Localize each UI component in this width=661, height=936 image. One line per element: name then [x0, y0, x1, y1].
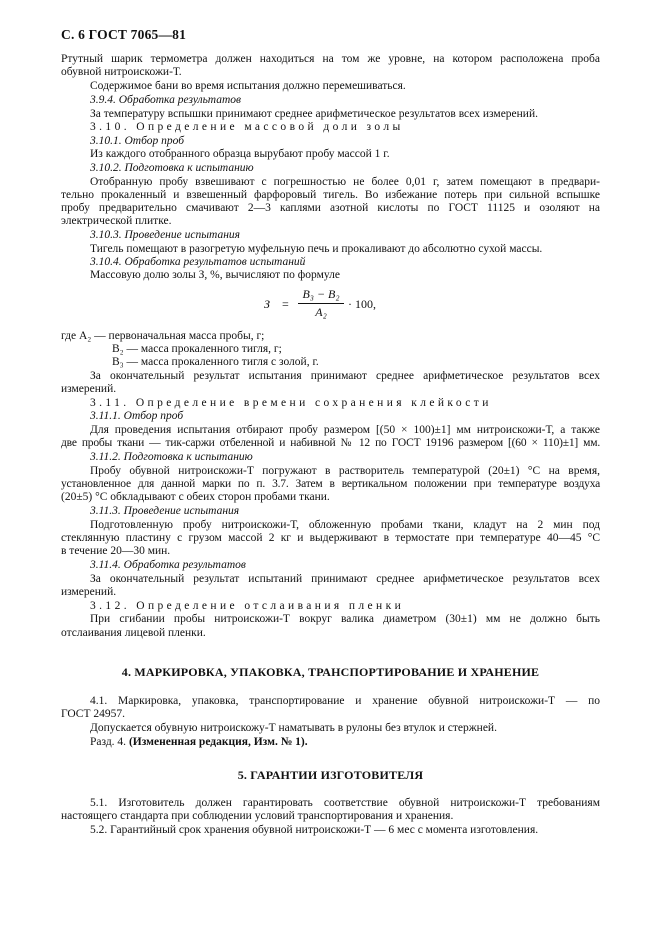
text-line: Для проведения испытания отбирают пробу размером [(50 × 100)±1] мм нитроискожи-Т, а также	[90, 424, 600, 436]
text-line: пробу предварительно смачивают 2—3 каплями азотной кислоты по ГОСТ 11125 и озоляют на	[61, 202, 600, 214]
section-heading-3-11: 3.11. Определение времени сохранения клейкости	[90, 397, 492, 409]
text-line: 5.2. Гарантийный срок хранения обувной нитроискожи-Т — 6 мес с момента изготовления.	[90, 824, 539, 836]
section-4-title: 4. МАРКИРОВКА, УПАКОВКА, ТРАНСПОРТИРОВАНИЕ И ХРАНЕНИЕ	[121, 665, 540, 679]
subsection-heading: 3.11.1. Отбор проб	[90, 410, 184, 422]
subsection-heading: 3.10.4. Обработка результатов испытаний	[90, 256, 306, 268]
formula-denominator: A₂	[315, 305, 327, 319]
fraction-bar	[298, 303, 344, 304]
text-line: За температуру вспышки принимают среднее арифметическое результатов всех измерений.	[90, 108, 538, 120]
amendment-note	[90, 736, 600, 749]
formula-fraction	[298, 287, 344, 320]
text-line: настоящего стандарта при соблюдении условий транспортирования и хранения.	[61, 810, 454, 822]
subsection-heading: 3.11.3. Проведение испытания	[90, 505, 240, 517]
section-heading-3-10: 3.10. Определение массовой доли золы	[90, 121, 404, 133]
section-5-title: 5. ГАРАНТИИ ИЗГОТОВИТЕЛЯ	[237, 768, 424, 782]
formula-lhs: З	[264, 297, 270, 311]
text-line: За окончательный результат испытания принимают среднее арифметическое результатов всех	[90, 370, 600, 382]
text-line: тельно прокаленный и взвешенный фарфоровый тигель. Во избежание потерь при сильной вспышке	[61, 189, 600, 201]
definition-line: где A₂ — первоначальная масса пробы, г;	[61, 330, 265, 342]
subsection-heading: 3.10.1. Отбор проб	[90, 135, 184, 147]
definition-line: B₃ — масса прокаленного тигля с золой, г.	[112, 356, 319, 368]
text-line: Массовую долю золы З, %, вычисляют по формуле	[90, 269, 340, 281]
text-line: измерений.	[61, 383, 117, 395]
text-line: 4.1. Маркировка, упаковка, транспортирование и хранение обувной нитроискожи-Т — по	[90, 695, 600, 707]
text-line: измерений.	[61, 586, 117, 598]
text-line: При сгибании пробы нитроискожи-Т вокруг валика диаметром (30±1) мм не должно быть	[90, 613, 600, 625]
text-line: две пробы ткани — тик-саржи отбеленной и набивной № 12 по ГОСТ 19196 размером [(60 × 110)±1] мм.	[61, 437, 600, 449]
formula-multiplier: · 100,	[348, 297, 376, 311]
text-line: Подготовленную пробу нитроискожи-Т, обложенную пробами ткани, кладут на 2 мин под	[90, 519, 600, 531]
subsection-heading: 3.10.2. Подготовка к испытанию	[90, 162, 254, 174]
text-line: Содержимое бани во время испытания должно перемешиваться.	[90, 80, 406, 92]
text-line: отслаивания лицевой пленки.	[61, 627, 206, 639]
subsection-heading: 3.11.2. Подготовка к испытанию	[90, 451, 253, 463]
subsection-heading: 3.11.4. Обработка результатов	[90, 559, 246, 571]
formula-equals: =	[282, 297, 289, 311]
page-header: С. 6 ГОСТ 7065—81	[61, 27, 187, 42]
text-line: стеклянную пластину с грузом массой 2 кг и выдерживают в термостате при температуре 40—45 °С	[61, 532, 600, 544]
formula-numerator: B₃ − B₂	[302, 287, 340, 301]
text-line: 5.1. Изготовитель должен гарантировать соответствие обувной нитроискожи-Т требованиям	[90, 797, 600, 809]
definition-line: B₂ — масса прокаленного тигля, г;	[112, 343, 282, 355]
text-line: Пробу обувной нитроискожи-Т погружают в растворитель температурой (20±1) °С на время,	[90, 465, 600, 477]
text-line: Из каждого отобранного образца вырубают пробу массой 1 г.	[90, 148, 390, 160]
text-line: За окончательный результат испытаний принимают среднее арифметическое результатов всех	[90, 573, 600, 585]
text-line: электрической плитке.	[61, 215, 172, 227]
text-line: Тигель помещают в разогретую муфельную печь и прокаливают до абсолютно сухой массы.	[90, 243, 543, 255]
text-line: ГОСТ 24957.	[61, 708, 126, 720]
ash-formula	[264, 287, 404, 327]
subsection-heading: 3.10.3. Проведение испытания	[90, 229, 240, 241]
text-line: обувной нитроискожи-Т.	[61, 66, 182, 78]
subsection-heading: 3.9.4. Обработка результатов	[90, 94, 241, 106]
text-line: Отобранную пробу взвешивают с погрешностью не более 0,01 г, затем помещают в предвари-	[90, 176, 600, 188]
text-line: в течение 20—30 мин.	[61, 545, 171, 557]
amendment-text: Разд. 4. (Измененная редакция, Изм. № 1).	[90, 736, 308, 748]
text-line: установленное для данной марки по п. 3.7. Затем в вертикальном положении при температуре воздуха	[61, 478, 600, 490]
text-line: Допускается обувную нитроискожу-Т наматывать в рулоны без втулок и стержней.	[90, 722, 497, 734]
section-heading-3-12: 3.12. Определение отслаивания пленки	[90, 600, 405, 612]
text-line: (20±5) °С обкладывают с обеих сторон пробами ткани.	[61, 491, 330, 503]
text-line: Ртутный шарик термометра должен находиться на том же уровне, на котором расположена проба	[61, 53, 600, 65]
